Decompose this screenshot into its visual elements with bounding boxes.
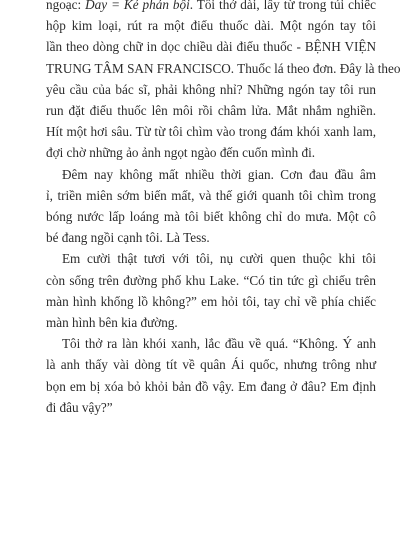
text-line: hộp kim loại, rút ra một điếu thuốc dài. Một ngón tay tôi bbox=[46, 18, 376, 34]
paragraph-3 bbox=[46, 248, 376, 333]
text-segment: ngoạc: bbox=[46, 0, 86, 12]
paragraph-4 bbox=[46, 333, 376, 418]
text-line: còn sống trên đường phố khu Lake. “Có tin tức gì chiếu trên bbox=[46, 272, 376, 288]
text-line: lần theo dòng chữ in dọc chiều dài điếu thuốc - BỆNH VIỆN bbox=[46, 39, 376, 55]
text-line: yêu cầu của bác sĩ, phải không nhỉ? Những ngón tay tôi run bbox=[46, 81, 376, 97]
text-line: Hít một hơi sâu. Từ từ tôi chìm vào trong đám khói xanh lam, bbox=[46, 124, 376, 140]
paragraph-6 bbox=[46, 460, 376, 545]
text-line: bóng nước lấp loáng mà tôi biết không chỉ do mưa. Một cô bbox=[46, 208, 376, 224]
text-line: bọn em bị xóa bỏ khỏi bản đồ vậy. Em đang ở đâu? Em định bbox=[46, 378, 376, 394]
text-line bbox=[46, 0, 376, 15]
text-line: đợi chờ những ảo ảnh ngọt ngào đến cuốn mình đi. bbox=[46, 145, 316, 161]
paragraph-1 bbox=[46, 0, 400, 164]
text-line: màn hình bên kia đường. bbox=[46, 314, 178, 330]
text-line: run đặt điếu thuốc lên môi rồi châm lửa. Mắt nhắm nghiền. bbox=[46, 102, 376, 118]
text-line: ỉ, triền miên sớm biến mất, và thế giới quanh tôi chìm trong bbox=[46, 187, 376, 203]
text-line: Tôi thở ra làn khói xanh, lắc đầu về quá. “Không. Ý anh bbox=[62, 336, 376, 352]
text-line: Em cười thật tươi với tôi, nụ cười quen thuộc khi tôi bbox=[62, 251, 376, 267]
paragraph-2 bbox=[46, 164, 376, 249]
text-line: đi đâu vậy?” bbox=[46, 399, 113, 415]
text-segment: . Tôi thở dài, lấy từ trong túi chiếc bbox=[189, 0, 376, 12]
text-line: bé đang ngồi cạnh tôi. Là Tess. bbox=[46, 230, 210, 246]
text-line: màn hình khổng lồ không?” em hỏi tôi, tay chỉ về phía chiếc bbox=[46, 293, 376, 309]
italic-note: Day = Kẻ phản bội bbox=[85, 0, 190, 12]
text-line: TRUNG TÂM SAN FRANCISCO. Thuốc lá theo đơn. Đây là theo bbox=[46, 60, 400, 76]
text-line: là anh thấy vài dòng tít về quân Ái quốc, nhưng trông như bbox=[46, 357, 376, 373]
paragraph-5 bbox=[46, 418, 376, 460]
text-line: Đêm nay không mất nhiều thời gian. Cơn đau đầu âm bbox=[62, 166, 376, 182]
